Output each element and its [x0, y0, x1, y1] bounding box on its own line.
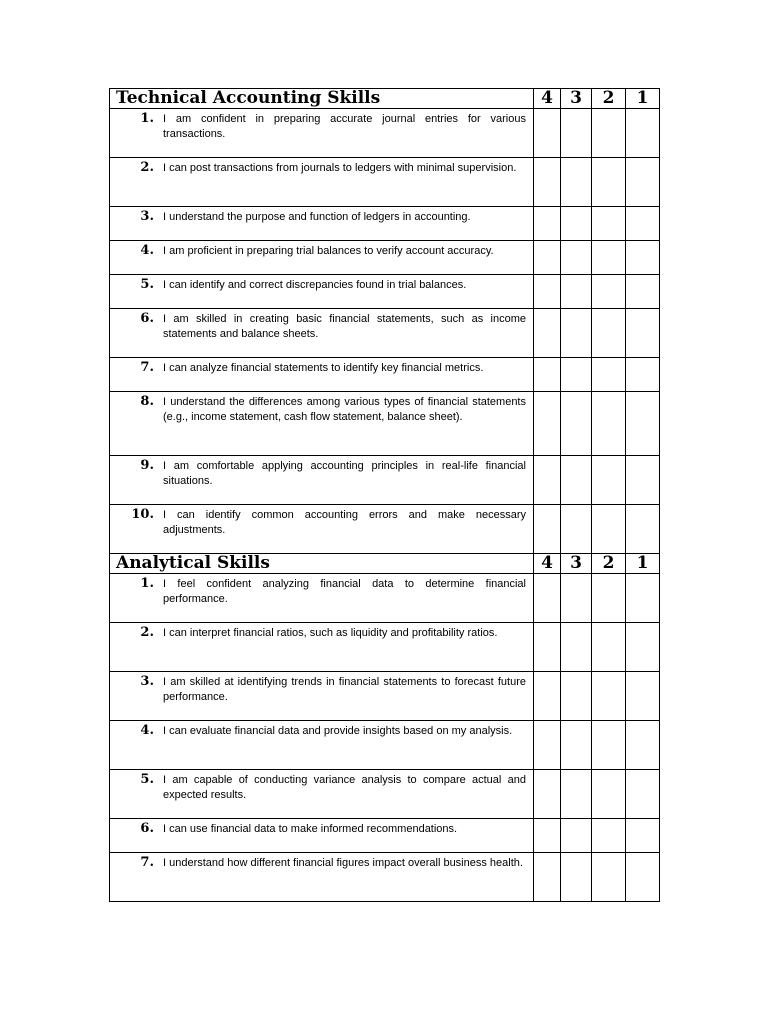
- question-row: [110, 672, 660, 721]
- question-text: I am capable of conducting variance analysis to compare actual and expected results.: [163, 774, 526, 801]
- rating-cell-4[interactable]: [534, 358, 561, 392]
- section-header-row: [110, 554, 660, 574]
- question-text: I can interpret financial ratios, such as liquidity and profitability ratios.: [163, 627, 498, 639]
- question-row: [110, 241, 660, 275]
- question-text: I feel confident analyzing financial data to determine financial performance.: [163, 578, 526, 605]
- rating-cell-1[interactable]: [626, 574, 660, 623]
- rating-cell-1[interactable]: [626, 456, 660, 505]
- rating-cell-3[interactable]: [561, 505, 592, 554]
- rating-cell-3[interactable]: [561, 309, 592, 358]
- rating-cell-2[interactable]: [592, 309, 626, 358]
- section-header-row: [110, 89, 660, 109]
- scale-label-3: 3: [561, 554, 592, 574]
- scale-label-3: 3: [561, 89, 592, 109]
- question-number: 4.: [140, 723, 154, 738]
- question-row: [110, 207, 660, 241]
- rating-cell-2[interactable]: [592, 721, 626, 770]
- section-title: Technical Accounting Skills: [110, 89, 534, 109]
- rating-cell-1[interactable]: [626, 392, 660, 456]
- question-number: 9.: [140, 458, 154, 473]
- rating-cell-1[interactable]: [626, 672, 660, 721]
- rating-cell-2[interactable]: [592, 672, 626, 721]
- scale-label-2: 2: [592, 89, 626, 109]
- rating-cell-4[interactable]: [534, 275, 561, 309]
- question-row: [110, 819, 660, 853]
- question-cell: [110, 358, 534, 392]
- question-cell: [110, 770, 534, 819]
- question-row: [110, 574, 660, 623]
- question-text: I am confident in preparing accurate journal entries for various transactions.: [163, 113, 526, 140]
- question-cell: [110, 505, 534, 554]
- rating-cell-2[interactable]: [592, 241, 626, 275]
- question-number: 10.: [131, 507, 154, 522]
- rating-cell-4[interactable]: [534, 721, 561, 770]
- rating-cell-1[interactable]: [626, 207, 660, 241]
- rating-cell-4[interactable]: [534, 623, 561, 672]
- rating-cell-3[interactable]: [561, 358, 592, 392]
- rating-cell-2[interactable]: [592, 505, 626, 554]
- question-row: [110, 358, 660, 392]
- question-cell: [110, 109, 534, 158]
- question-cell: [110, 241, 534, 275]
- rating-cell-2[interactable]: [592, 109, 626, 158]
- question-row: [110, 456, 660, 505]
- section-technical-accounting: [110, 89, 660, 554]
- question-cell: [110, 819, 534, 853]
- question-row: [110, 505, 660, 554]
- question-text: I understand the differences among various types of financial statements (e.g., income statement, cash flow statement, balance sheet).: [163, 396, 526, 423]
- rating-cell-3[interactable]: [561, 853, 592, 902]
- rating-cell-4[interactable]: [534, 241, 561, 275]
- question-number: 6.: [140, 311, 154, 326]
- rating-cell-4[interactable]: [534, 207, 561, 241]
- skills-survey-table: [109, 88, 660, 902]
- question-cell: [110, 158, 534, 207]
- rating-cell-3[interactable]: [561, 819, 592, 853]
- question-cell: [110, 392, 534, 456]
- rating-cell-4[interactable]: [534, 672, 561, 721]
- rating-cell-3[interactable]: [561, 109, 592, 158]
- question-number: 6.: [140, 821, 154, 836]
- section-title: Analytical Skills: [110, 554, 534, 574]
- rating-cell-2[interactable]: [592, 456, 626, 505]
- question-row: [110, 721, 660, 770]
- question-cell: [110, 623, 534, 672]
- rating-cell-3[interactable]: [561, 207, 592, 241]
- rating-cell-2[interactable]: [592, 158, 626, 207]
- rating-cell-1[interactable]: [626, 819, 660, 853]
- question-cell: [110, 207, 534, 241]
- question-text: I can analyze financial statements to identify key financial metrics.: [163, 362, 484, 374]
- question-cell: [110, 853, 534, 902]
- rating-cell-3[interactable]: [561, 721, 592, 770]
- rating-cell-2[interactable]: [592, 358, 626, 392]
- rating-cell-1[interactable]: [626, 358, 660, 392]
- rating-cell-3[interactable]: [561, 275, 592, 309]
- rating-cell-3[interactable]: [561, 241, 592, 275]
- question-text: I am proficient in preparing trial balances to verify account accuracy.: [163, 245, 494, 257]
- question-row: [110, 623, 660, 672]
- rating-cell-4[interactable]: [534, 819, 561, 853]
- question-text: I can post transactions from journals to ledgers with minimal supervision.: [163, 162, 517, 174]
- rating-cell-2[interactable]: [592, 623, 626, 672]
- question-number: 5.: [140, 277, 154, 292]
- rating-cell-1[interactable]: [626, 853, 660, 902]
- question-text: I can evaluate financial data and provide insights based on my analysis.: [163, 725, 513, 737]
- rating-cell-4[interactable]: [534, 505, 561, 554]
- question-row: [110, 109, 660, 158]
- rating-cell-3[interactable]: [561, 392, 592, 456]
- question-row: [110, 770, 660, 819]
- scale-label-4: 4: [534, 554, 561, 574]
- question-text: I am skilled in creating basic financial statements, such as income statements and balance sheets.: [163, 313, 526, 340]
- section-analytical: [110, 554, 660, 902]
- rating-cell-3[interactable]: [561, 770, 592, 819]
- question-text: I understand the purpose and function of ledgers in accounting.: [163, 211, 471, 223]
- rating-cell-3[interactable]: [561, 672, 592, 721]
- rating-cell-3[interactable]: [561, 574, 592, 623]
- question-text: I am skilled at identifying trends in financial statements to forecast future performance.: [163, 676, 526, 703]
- question-number: 3.: [140, 674, 154, 689]
- scale-label-1: 1: [626, 89, 660, 109]
- question-cell: [110, 721, 534, 770]
- question-text: I can identify and correct discrepancies found in trial balances.: [163, 279, 467, 291]
- rating-cell-1[interactable]: [626, 505, 660, 554]
- question-row: [110, 392, 660, 456]
- question-row: [110, 158, 660, 207]
- rating-cell-4[interactable]: [534, 770, 561, 819]
- rating-cell-4[interactable]: [534, 392, 561, 456]
- scale-label-4: 4: [534, 89, 561, 109]
- rating-cell-4[interactable]: [534, 456, 561, 505]
- question-number: 7.: [140, 855, 154, 870]
- rating-cell-4[interactable]: [534, 574, 561, 623]
- rating-cell-2[interactable]: [592, 574, 626, 623]
- question-cell: [110, 275, 534, 309]
- question-row: [110, 309, 660, 358]
- rating-cell-1[interactable]: [626, 309, 660, 358]
- question-number: 3.: [140, 209, 154, 224]
- rating-cell-2[interactable]: [592, 770, 626, 819]
- rating-cell-1[interactable]: [626, 109, 660, 158]
- scale-label-2: 2: [592, 554, 626, 574]
- question-text: I understand how different financial figures impact overall business health.: [163, 857, 523, 869]
- rating-cell-2[interactable]: [592, 853, 626, 902]
- rating-cell-1[interactable]: [626, 770, 660, 819]
- question-number: 5.: [140, 772, 154, 787]
- question-number: 8.: [140, 394, 154, 409]
- scale-label-1: 1: [626, 554, 660, 574]
- rating-cell-1[interactable]: [626, 275, 660, 309]
- question-row: [110, 275, 660, 309]
- rating-cell-1[interactable]: [626, 241, 660, 275]
- rating-cell-4[interactable]: [534, 853, 561, 902]
- rating-cell-4[interactable]: [534, 309, 561, 358]
- question-text: I am comfortable applying accounting principles in real-life financial situations.: [163, 460, 526, 487]
- rating-cell-1[interactable]: [626, 158, 660, 207]
- question-number: 1.: [140, 576, 154, 591]
- rating-cell-1[interactable]: [626, 623, 660, 672]
- rating-cell-3[interactable]: [561, 158, 592, 207]
- rating-cell-2[interactable]: [592, 392, 626, 456]
- rating-cell-2[interactable]: [592, 207, 626, 241]
- rating-cell-2[interactable]: [592, 819, 626, 853]
- question-number: 2.: [140, 625, 154, 640]
- rating-cell-1[interactable]: [626, 721, 660, 770]
- question-cell: [110, 574, 534, 623]
- question-number: 4.: [140, 243, 154, 258]
- question-number: 7.: [140, 360, 154, 375]
- question-text: I can use financial data to make informed recommendations.: [163, 823, 458, 835]
- rating-cell-3[interactable]: [561, 456, 592, 505]
- question-text: I can identify common accounting errors and make necessary adjustments.: [163, 509, 526, 536]
- question-cell: [110, 672, 534, 721]
- rating-cell-2[interactable]: [592, 275, 626, 309]
- rating-cell-3[interactable]: [561, 623, 592, 672]
- question-number: 2.: [140, 160, 154, 175]
- question-number: 1.: [140, 111, 154, 126]
- question-cell: [110, 456, 534, 505]
- question-row: [110, 853, 660, 902]
- question-cell: [110, 309, 534, 358]
- rating-cell-4[interactable]: [534, 109, 561, 158]
- rating-cell-4[interactable]: [534, 158, 561, 207]
